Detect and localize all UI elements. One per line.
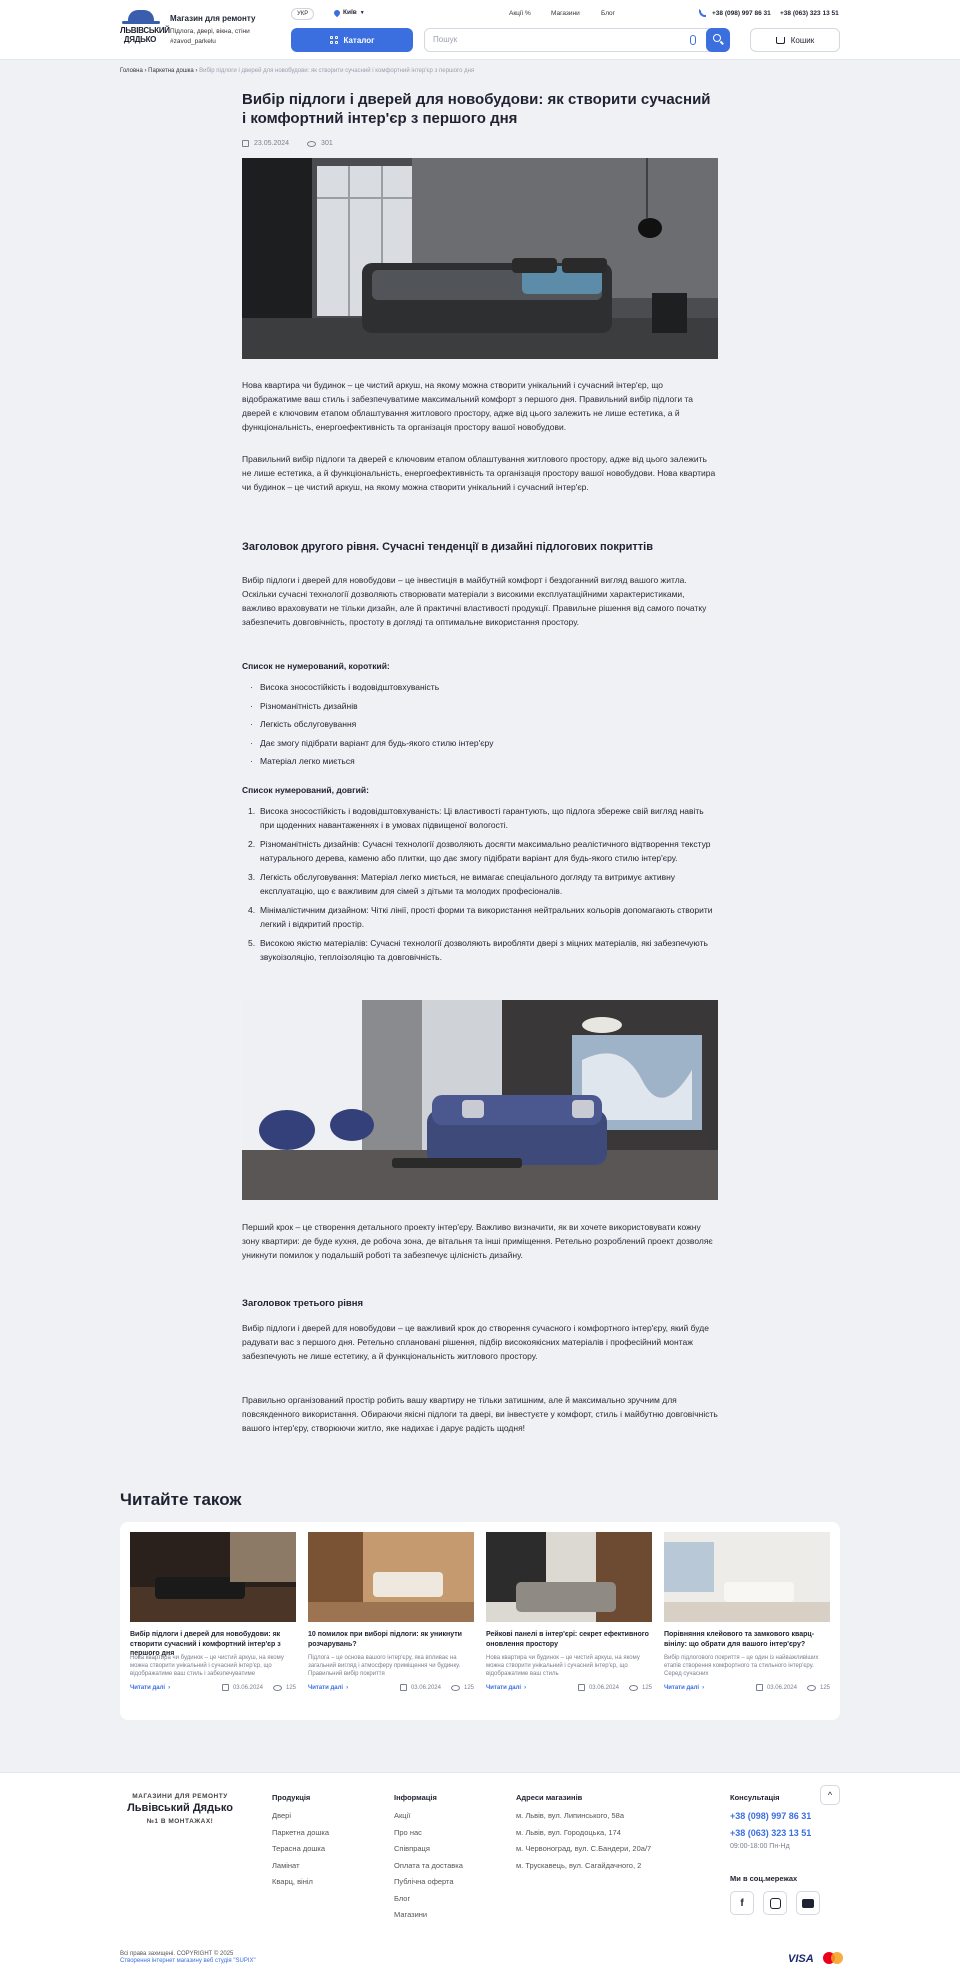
social-links [730, 1891, 820, 1915]
nav-stores[interactable]: Магазини [551, 10, 580, 17]
store-hashtag: #zavod_parkelu [170, 38, 216, 45]
chevron-right-icon: › [702, 1684, 705, 1691]
list-item: · Матеріал легко миється [242, 752, 718, 771]
footer-logo[interactable] [120, 1793, 240, 1825]
card-views [807, 1685, 830, 1691]
card-thumbnail [486, 1532, 652, 1622]
date-value: 03.06.2024 [766, 1684, 797, 1691]
chevron-right-icon: › [346, 1684, 349, 1691]
unordered-list [242, 678, 718, 771]
article-views [307, 140, 333, 147]
footer-link[interactable]: Оплата та доставка [394, 1860, 463, 1870]
card-footer [486, 1684, 652, 1691]
eye-icon [629, 1685, 638, 1691]
breadcrumb-current: Вибір підлоги і дверей для новобудови: як створити сучасний і комфортний інтер'єр з першого дня [199, 68, 475, 74]
list-item: · Легкість обслуговування [242, 715, 718, 734]
heading-level-2: Заголовок другого рівня. Сучасні тенденції в дизайні підлогових покриттів [242, 541, 653, 553]
card-footer [664, 1684, 830, 1691]
list-text: Легкість обслуговування: Матеріал легко миється, не вимагає спеціального догляду та витримує активну експлуатацію, що є важливим для сімей з дітьми та молодих професіоналів. [260, 872, 676, 896]
list-item [242, 804, 718, 832]
hat-brim [122, 21, 160, 24]
list-item [242, 870, 718, 898]
breadcrumb-home[interactable]: Головна [120, 68, 143, 74]
footer-link[interactable]: Співпраця [394, 1844, 430, 1853]
chevron-right-icon: › [524, 1684, 527, 1691]
footer-link[interactable]: Терасна дошка [272, 1844, 326, 1853]
card-views [451, 1685, 474, 1691]
phone-icon [699, 9, 706, 17]
article-date [242, 140, 289, 147]
footer-products [272, 1793, 329, 1891]
site-logo[interactable] [120, 8, 170, 52]
list-text: Високою якістю матеріалів: Сучасні технології дозволяють виробляти двері з міцних матеріалів, які забезпечують звукоізоляцію, теплоізоляцію та довговічність. [260, 938, 708, 962]
card-title[interactable]: Порівняння клейового та замкового кварц-вінілу: що обрати для вашого інтер'єру? [664, 1631, 815, 1648]
copyright [120, 1951, 256, 1965]
read-more-link[interactable] [308, 1685, 348, 1691]
logo-text: ЛЬВІВСЬКИЙ ДЯДЬКО [120, 26, 170, 44]
card-title[interactable]: Вибір підлоги і дверей для новобудови: як створити сучасний і комфортний інтер'єр з першого дня [130, 1631, 281, 1657]
header-phone-2[interactable]: +38 (063) 323 13 51 [780, 10, 839, 17]
store-subtitle [170, 27, 250, 47]
bedroom-image [242, 158, 718, 359]
paragraph: Вибір підлоги і дверей для новобудови – це важливий крок до створення сучасного і комфортного інтер'єру, який буде радувати вас з першого дня. Ретельно сплановані рішення, підбір високоякісних матеріалів і професійний монтаж забезпечують не лише естетику, а й функціональність житлового простору. [242, 1323, 709, 1361]
card-description: Вибір підлогового покриття – це один із найважливіших етапів створення комфортного та стильного інтер'єру. Серед сучасних [664, 1655, 819, 1677]
read-more-label: Читати далі [486, 1684, 522, 1691]
store-address: м. Львів, вул. Городоцька, 174 [516, 1827, 621, 1837]
list-text: Висока зносостійкість і водовідштовхуваність: Ці властивості гарантують, що підлога збереже свій вигляд навіть при щоденних навантаженнях і в умовах підвищеної вологості. [260, 806, 704, 830]
list-number: 1. [248, 806, 256, 816]
facebook-icon[interactable]: f [730, 1891, 754, 1915]
read-more-label: Читати далі [130, 1684, 166, 1691]
read-more-link[interactable] [664, 1685, 704, 1691]
card-description: Підлога – це основа вашого інтер'єру, яка впливає на загальний вигляд і атмосферу приміщення чи будинку. Правильний вибір покриття [308, 1655, 461, 1677]
paragraph: Правильно організований простір робить вашу квартиру не тільки затишним, але й максимально зручним для повсякденного використання. Обираючи якісні підлоги та двері, ви інвестуєте у комфорт, стиль і майбутню довговічність вашого інтер'єру, створюючи житло, яке надихає і дарує радість щодня! [242, 1395, 718, 1433]
city-selector[interactable] [334, 9, 365, 16]
catalog-label: Каталог [343, 35, 375, 45]
city-label: Київ [343, 9, 357, 16]
read-more-label: Читати далі [664, 1684, 700, 1691]
calendar-icon [400, 1684, 407, 1691]
footer-link[interactable]: Акції [394, 1811, 411, 1820]
heading-level-3: Заголовок третього рівня [242, 1298, 364, 1309]
cart-button[interactable] [750, 28, 840, 52]
card-date [578, 1684, 619, 1691]
card-date [400, 1684, 441, 1691]
cart-icon [776, 37, 785, 44]
card-date [756, 1684, 797, 1691]
read-also-title: Читайте також [120, 1490, 242, 1509]
calendar-icon [578, 1684, 585, 1691]
chevron-down-icon: ▼ [359, 9, 365, 16]
footer-logo-bottom: №1 В МОНТАЖАХ! [146, 1818, 214, 1825]
views-value: 125 [819, 1684, 830, 1691]
nav-promotions[interactable]: Акції % [509, 10, 531, 17]
footer-heading: Інформація [394, 1793, 437, 1802]
card-thumbnail [664, 1532, 830, 1622]
site-footer [0, 1772, 960, 1973]
unordered-list-title: Список не нумерований, короткий: [242, 661, 390, 671]
bedroom-illustration [242, 158, 718, 359]
views-value: 301 [321, 140, 333, 147]
read-more-link[interactable] [486, 1685, 526, 1691]
store-address: м. Червоноград, вул. С.Бандери, 20а/7 [516, 1844, 652, 1853]
location-pin-icon [333, 8, 341, 16]
footer-info [394, 1793, 463, 1924]
breadcrumb-section[interactable]: Паркетна дошка [148, 68, 194, 74]
card-image[interactable] [664, 1532, 830, 1622]
card-title[interactable]: 10 помилок при виборі підлоги: як уникнути розчарувань? [308, 1631, 462, 1648]
article-card[interactable] [130, 1532, 296, 1691]
calendar-icon [242, 140, 249, 147]
chevron-up-icon: ^ [827, 1790, 833, 1800]
living-room-illustration [242, 1000, 718, 1200]
store-title: Магазин для ремонту [170, 14, 256, 23]
paragraph: Перший крок – це створення детального проекту інтер'єру. Важливо визначити, як ви хочете використовувати кожну зону квартири: де буде кухня, де робоча зона, де вітальня та інші приміщення. Ретельно розроблений проект дозволяє уникнути помилок у подальшій роботі та забезпечує цілісність дизайну. [242, 1222, 713, 1260]
search-input[interactable]: Пошук [433, 35, 458, 44]
footer-link[interactable]: Ламінат [272, 1860, 300, 1870]
breadcrumb: Головна › Паркетна дошка › Вибір підлоги і дверей для новобудови: як створити сучасний і комфортний інтер'єр з першого дня [120, 68, 475, 74]
footer-phone[interactable]: +38 (098) 997 86 31 [730, 1811, 812, 1821]
article-card[interactable] [308, 1532, 474, 1691]
article-card[interactable] [486, 1532, 652, 1691]
eye-icon [807, 1685, 816, 1691]
youtube-icon[interactable] [796, 1891, 820, 1915]
date-value: 03.06.2024 [232, 1684, 263, 1691]
ordered-list-title: Список нумерований, довгий: [242, 785, 369, 795]
article-card[interactable] [664, 1532, 830, 1691]
footer-link[interactable]: Про нас [394, 1827, 422, 1837]
list-item [242, 903, 718, 931]
card-views [273, 1685, 296, 1691]
title-line: і комфортний інтер'єр з першого дня [242, 110, 518, 127]
article-meta [242, 140, 333, 147]
card-image[interactable] [486, 1532, 652, 1622]
footer-heading: Консультація [730, 1793, 780, 1802]
footer-logo-top: МАГАЗИНИ ДЛЯ РЕМОНТУ [132, 1793, 228, 1800]
catalog-button[interactable] [291, 28, 413, 52]
card-image[interactable] [308, 1532, 474, 1622]
list-text: Мінімалістичним дизайном: Чіткі лінії, прості форми та використання нейтральних кольорів допомагають створити легкий і відкритий простір. [260, 905, 713, 929]
footer-consultation [730, 1793, 820, 1915]
working-hours: 09:00-18:00 Пн-Нд [730, 1843, 790, 1850]
store-address: м. Трускавець, вул. Сагайдачного, 2 [516, 1860, 642, 1870]
instagram-icon[interactable] [763, 1891, 787, 1915]
store-sub-line: Підлога, двері, вікна, стіни [170, 28, 250, 35]
eye-icon [451, 1685, 460, 1691]
mastercard-icon [823, 1952, 843, 1965]
footer-phone[interactable]: +38 (063) 323 13 51 [730, 1828, 812, 1838]
card-date [222, 1684, 263, 1691]
card-footer [308, 1684, 474, 1691]
list-item: · Дає змогу підібрати варіант для будь-якого стилю інтер'єру [242, 734, 718, 753]
title-line: Вибір підлоги і дверей для новобудови: як створити сучасний [242, 91, 711, 108]
views-value: 125 [641, 1684, 652, 1691]
visa-logo: VISA [788, 1953, 814, 1965]
read-more-link[interactable] [130, 1685, 170, 1691]
footer-heading: Продукція [272, 1793, 311, 1802]
search-icon [713, 34, 721, 42]
card-footer [130, 1684, 296, 1691]
card-description: Нова квартира чи будинок – це чистий аркуш, на якому можна створити унікальний і сучасний інтер'єр, що відображатиме ваш стиль і забезпечуватиме [130, 1655, 284, 1677]
card-title[interactable]: Рейкові панелі в інтер'єрі: секрет ефективного оновлення простору [486, 1631, 649, 1648]
copyright-text: Всі права захищені. COPYRIGHT © 2025 [120, 1951, 234, 1957]
list-number: 4. [248, 905, 256, 915]
grid-icon [330, 36, 338, 44]
calendar-icon [222, 1684, 229, 1691]
scroll-to-top-button[interactable] [820, 1785, 840, 1805]
microphone-icon[interactable] [690, 35, 696, 45]
list-text: Різноманітність дизайнів: Сучасні технології дозволяють досягти максимально реалістичного відтворення текстур натурального дерева, каменю або плитки, що дає змогу підібрати варіант для будь-якого стилю інтер'єру. [260, 839, 711, 863]
nav-blog[interactable]: Блог [601, 10, 616, 17]
card-views [629, 1685, 652, 1691]
header-phone-1[interactable]: +38 (098) 997 86 31 [712, 10, 771, 17]
language-switch[interactable]: УКР [291, 8, 314, 20]
footer-link[interactable]: Магазини [394, 1910, 428, 1919]
footer-link[interactable]: Двері [272, 1811, 291, 1820]
search-button[interactable] [706, 28, 730, 52]
living-room-image [242, 1000, 718, 1200]
footer-link[interactable]: Публічна оферта [394, 1877, 454, 1886]
date-value: 03.06.2024 [410, 1684, 441, 1691]
footer-link[interactable]: Блог [394, 1893, 411, 1903]
list-item [242, 837, 718, 865]
store-address: м. Львів, вул. Липинського, 58а [516, 1811, 625, 1820]
list-item: · Висока зносостійкість і водовідштовхуваність [242, 678, 718, 697]
paragraph: Правильний вибір підлоги та дверей є ключовим етапом облаштування житлового простору, адже від цього залежить не лише естетика, а й функціональність, енергоефективність та організація простору вашої новобудови. Нова квартира чи будинок – це чистий аркуш, на якому можна створити унікальний і сучасний інтер'єр. [242, 454, 716, 492]
article-title [242, 90, 718, 128]
card-thumbnail [130, 1532, 296, 1622]
cart-label: Кошик [790, 35, 815, 45]
card-description: Нова квартира чи будинок – це чистий аркуш, на якому можна створити унікальний і сучасний інтер'єр, що відображатиме ваш стиль [486, 1655, 640, 1677]
footer-link[interactable]: Кварц, вініл [272, 1877, 313, 1886]
paragraph: Вибір підлоги і дверей для новобудови – це інвестиція в майбутній комфорт і бездоганний вигляд вашого житла. Оскільки сучасні технології дозволяють створювати матеріали з високими експлуатаційними характеристиками, важливо враховувати не тільки дизайн, але й практичні властивості продукції. Правильне рішення від самого початку забезпечить довговічність, простоту в догляді та оптимальне використання простору. [242, 575, 707, 627]
views-value: 125 [463, 1684, 474, 1691]
list-item [242, 936, 718, 964]
calendar-icon [756, 1684, 763, 1691]
card-thumbnail [308, 1532, 474, 1622]
search-bar[interactable] [424, 28, 730, 52]
list-number: 5. [248, 938, 256, 948]
views-value: 125 [285, 1684, 296, 1691]
footer-heading: Ми в соц.мережах [730, 1874, 798, 1883]
ordered-list [242, 804, 718, 969]
eye-icon [273, 1685, 282, 1691]
date-value: 03.06.2024 [588, 1684, 619, 1691]
footer-link[interactable]: Паркетна дошка [272, 1827, 330, 1837]
list-number: 3. [248, 872, 256, 882]
list-item: · Різноманітність дизайнів [242, 697, 718, 716]
studio-link[interactable]: Створення інтернет магазину веб студія "SUPIX" [120, 1958, 256, 1964]
read-more-label: Читати далі [308, 1684, 344, 1691]
eye-icon [307, 141, 316, 147]
paragraph: Нова квартира чи будинок – це чистий аркуш, на якому можна створити унікальний і сучасний інтер'єр, що відображатиме ваш стиль і забезпечуватиме максимальний комфорт з першого дня. Правильний вибір підлоги та дверей є ключовим етапом облаштування житлового простору, адже від цього залежить не лише естетика, а й функціональність, енергоефективність та організація простору вашої новобудови. [242, 380, 694, 432]
list-number: 2. [248, 839, 256, 849]
card-image[interactable] [130, 1532, 296, 1622]
footer-heading: Адреси магазинів [516, 1793, 583, 1802]
footer-addresses [516, 1793, 651, 1874]
footer-logo-name: Львівський Дядько [127, 1802, 233, 1814]
date-value: 23.05.2024 [254, 140, 290, 147]
chevron-right-icon: › [168, 1684, 171, 1691]
site-header [0, 0, 960, 60]
related-articles [120, 1522, 840, 1720]
